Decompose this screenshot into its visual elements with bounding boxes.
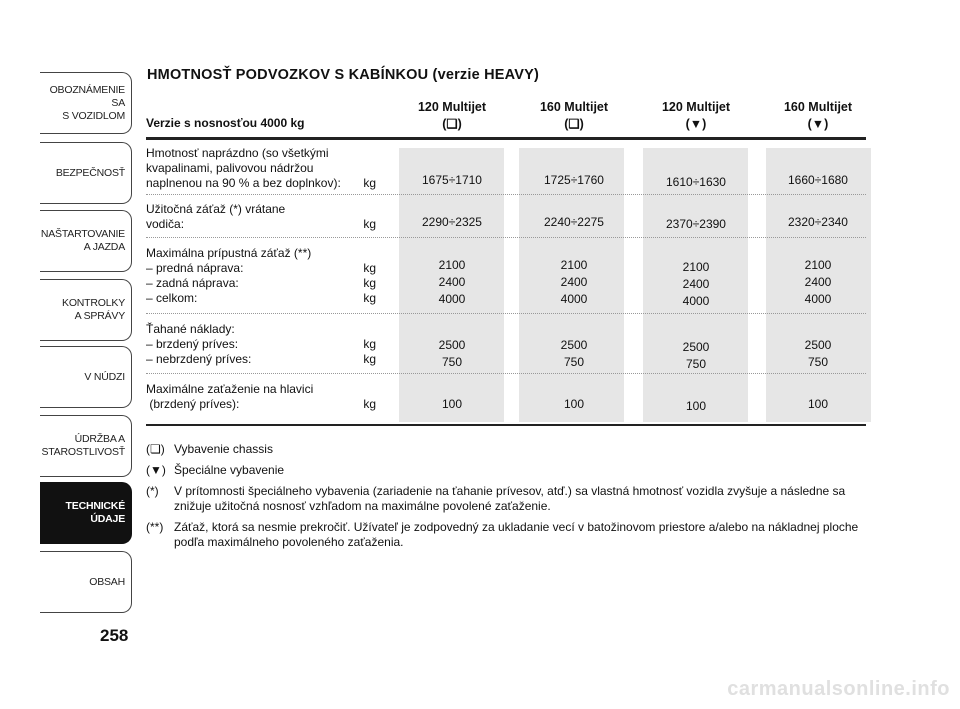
footnote-mark: (*)	[146, 484, 159, 498]
column-header-2	[513, 99, 635, 133]
sidebar-tab-label: OBSAH	[89, 575, 125, 588]
column-header-3	[635, 99, 757, 133]
table-cell: 1610÷1630	[666, 175, 726, 189]
table-cell: 1675÷1710	[422, 173, 482, 187]
sidebar-tab-6[interactable]	[40, 415, 132, 477]
column-header-mark: (❏)	[442, 117, 462, 131]
table-cell: 1660÷1680	[788, 173, 848, 187]
row-label-text: (brzdený príves):	[146, 397, 240, 411]
row-label-text: vodiča:	[146, 217, 185, 231]
sidebar-tab-label: V NÚDZI	[84, 370, 125, 383]
table-cell: 2500 750	[804, 338, 832, 369]
sidebar-tab-5[interactable]	[40, 346, 132, 408]
row-label-text: kvapalinami, palivovou nádržou	[146, 161, 314, 175]
row-label-unit: kg	[363, 352, 376, 366]
table-cell: 2100 2400 4000	[438, 258, 466, 306]
footnote-3	[146, 484, 866, 514]
table-cell: 100	[441, 397, 463, 411]
row-label-5	[146, 382, 376, 412]
column-header-name: 120 Multijet	[417, 100, 487, 114]
page-number: 258	[100, 626, 129, 645]
footnote-mark: (▼)	[146, 463, 166, 477]
sidebar-tab-label: BEZPEČNOSŤ	[55, 166, 125, 179]
table-cell: 100	[685, 399, 707, 413]
variant-label: Verzie s nosnosťou 4000 kg	[146, 116, 305, 130]
sidebar-tab-label: NAŠTARTOVANIE A JAZDA	[40, 228, 125, 253]
sidebar-tab-3[interactable]	[40, 210, 132, 272]
row-label-text: – predná náprava:	[146, 261, 244, 275]
row-label-text: – brzdený príves:	[146, 337, 239, 351]
footnote-4	[146, 520, 866, 550]
row-label-unit: kg	[363, 276, 376, 290]
row-label-4	[146, 322, 376, 367]
footnote-text: Špeciálne vybavenie	[174, 463, 285, 477]
row-label-unit: kg	[363, 397, 376, 411]
table-cell: 2100 2400 4000	[804, 258, 832, 306]
column-header-name: 160 Multijet	[539, 100, 609, 114]
column-header-name: 160 Multijet	[783, 100, 853, 114]
row-label-text: – nebrzdený príves:	[146, 352, 252, 366]
row-label-text: Hmotnosť naprázdno (so všetkými	[146, 146, 329, 160]
table-cell: 2240÷2275	[544, 215, 604, 229]
row-label-2	[146, 202, 376, 232]
table-top-rule	[146, 137, 866, 140]
row-label-1	[146, 146, 376, 191]
sidebar-tab-4[interactable]	[40, 279, 132, 341]
table-cell: 2500 750	[682, 340, 710, 371]
row-label-text: naplnenou na 90 % a bez doplnkov):	[146, 176, 341, 190]
sidebar-tab-label: TECHNICKÉ ÚDAJE	[65, 500, 125, 525]
footnote-mark: (**)	[146, 520, 164, 534]
table-cell: 2500 750	[560, 338, 588, 369]
column-header-1	[391, 99, 513, 133]
sidebar-tab-label: ÚDRŽBA A STAROSTLIVOSŤ	[41, 433, 125, 458]
column-header-mark: (▼)	[807, 117, 829, 131]
row-label-text: Užitočná záťaž (*) vrátane	[146, 202, 286, 216]
sidebar-tab-8[interactable]	[40, 551, 132, 613]
row-label-unit: kg	[363, 217, 376, 231]
row-label-unit: kg	[363, 261, 376, 275]
footnotes	[146, 442, 866, 556]
sidebar-tab-2[interactable]	[40, 142, 132, 204]
footnote-text: Záťaž, ktorá sa nesmie prekročiť. Užívateľ je zodpovedný za ukladanie vecí v batožinovom priestore a/alebo na nákladnej ploche podľa maximálneho povoleného zaťaženia.	[174, 520, 859, 549]
page-title: HMOTNOSŤ PODVOZKOV S KABÍNKOU (verzie HEAVY)	[147, 67, 540, 83]
table-bottom-rule	[146, 424, 866, 426]
sidebar-tab-7[interactable]	[40, 482, 132, 544]
sidebar-tab-label: OBOZNÁMENIE SA S VOZIDLOM	[49, 83, 125, 122]
row-label-unit: kg	[363, 337, 376, 351]
table-cell: 2320÷2340	[788, 215, 848, 229]
sidebar-tab-label: KONTROLKY A SPRÁVY	[62, 297, 125, 322]
footnote-1	[146, 442, 866, 457]
row-separator	[146, 373, 866, 374]
row-label-text: – zadná náprava:	[146, 276, 239, 290]
row-separator	[146, 194, 866, 195]
table-cell: 2370÷2390	[666, 217, 726, 231]
footnote-text: V prítomnosti špeciálneho vybavenia (zariadenie na ťahanie prívesov, atď.) sa vlastná hmotnosť vozidla zvyšuje a následne sa znižuje užitočná nosnosť vzhľadom na maximálne povolené zaťaženie.	[174, 484, 846, 513]
table-cell: 2290÷2325	[422, 215, 482, 229]
column-header-4	[757, 99, 879, 133]
row-label-text: Maximálna prípustná záťaž (**)	[146, 246, 312, 260]
row-label-text: – celkom:	[146, 291, 198, 305]
column-header-name: 120 Multijet	[661, 100, 731, 114]
table-cell: 1725÷1760	[544, 173, 604, 187]
table-cell: 2100 2400 4000	[560, 258, 588, 306]
watermark: carmanualsonline.info	[727, 678, 950, 700]
footnote-2	[146, 463, 866, 478]
row-label-text: Ťahané náklady:	[146, 322, 235, 336]
table-cell: 100	[563, 397, 585, 411]
footnote-text: Vybavenie chassis	[174, 442, 273, 456]
column-header-mark: (❏)	[564, 117, 584, 131]
row-label-unit: kg	[363, 176, 376, 190]
footnote-mark: (❏)	[146, 442, 165, 456]
table-cell: 2100 2400 4000	[682, 260, 710, 308]
sidebar-tab-1[interactable]	[40, 72, 132, 134]
row-separator	[146, 313, 866, 314]
row-separator	[146, 237, 866, 238]
table-cell: 100	[807, 397, 829, 411]
row-label-3	[146, 246, 376, 306]
row-label-text: Maximálne zaťaženie na hlavici	[146, 382, 314, 396]
table-cell: 2500 750	[438, 338, 466, 369]
row-label-unit: kg	[363, 291, 376, 305]
column-header-mark: (▼)	[685, 117, 707, 131]
